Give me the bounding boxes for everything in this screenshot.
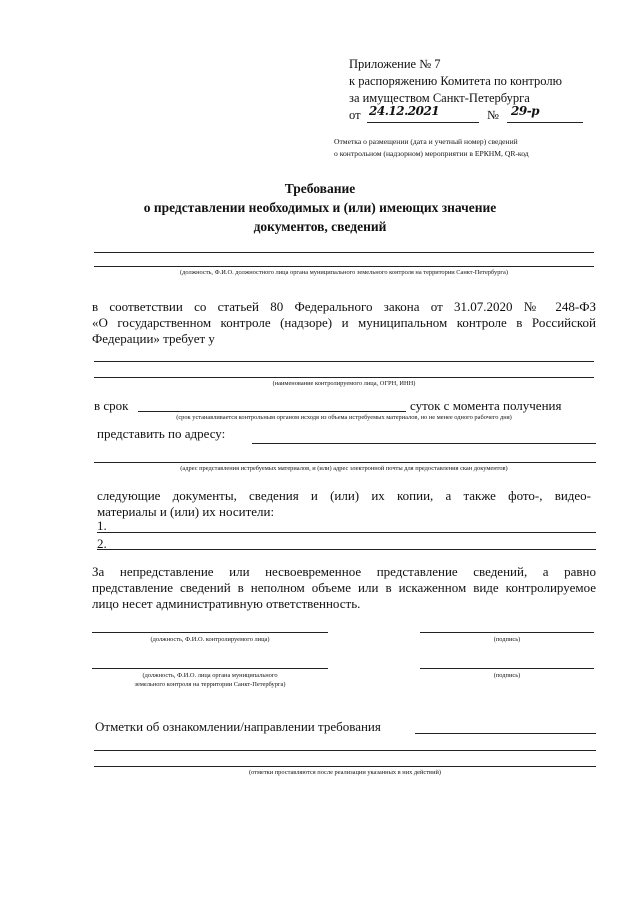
liability-line2: представление сведений в неполном объеме или в искаженном виде контролируемое <box>92 580 596 595</box>
legal-basis-line2: «О государственном контроле (надзоре) и муниципальном контроле в Российской <box>92 315 596 330</box>
official-caption: (должность, Ф.И.О. должностного лица органа муниципального земельного контроля на территории Санкт-Петербурга) <box>180 269 508 276</box>
order-number: 29-р <box>511 104 540 118</box>
marks-line-2 <box>94 750 596 751</box>
controlled-line-upper <box>94 361 594 362</box>
list-item-2-line <box>97 549 596 550</box>
order-reference-line1: к распоряжению Комитета по контролю <box>349 74 562 88</box>
order-date: 24.12.2021 <box>369 104 440 118</box>
documents-line1: следующие документы, сведения и (или) их копии, а также фото-, видео- <box>97 488 591 503</box>
liability-paragraph <box>92 564 596 612</box>
legal-basis-line1: в соответствии со статьей 80 Федерального закона от 31.07.2020 № 248-ФЗ <box>92 299 596 314</box>
marks-label: Отметки об ознакомлении/направлении требования <box>95 719 381 734</box>
erknm-note-line2: о контрольном (надзорном) мероприятии в ЕРКНМ, QR-код <box>334 149 529 158</box>
legal-basis-paragraph <box>92 299 596 347</box>
list-item-1: 1. <box>97 518 107 533</box>
signature2-caption-line2: земельного контроля на территории Санкт-Петербурга) <box>134 681 286 688</box>
term-suffix: суток с момента получения <box>410 398 562 413</box>
marks-line-1 <box>415 733 596 734</box>
title-line2: о представлении необходимых и (или) имеющих значение <box>143 200 497 215</box>
controlled-caption: (наименование контролируемого лица, ОГРН, ИНН) <box>272 380 416 387</box>
documents-paragraph <box>97 488 591 520</box>
term-input-line <box>138 411 406 412</box>
signature2-name-caption <box>92 671 328 689</box>
address-line-2 <box>94 462 596 463</box>
signature1-sign-line <box>420 632 594 633</box>
liability-line3: лицо несет административную ответственность. <box>92 596 361 611</box>
signature2-sign-line <box>420 668 594 669</box>
title-line3: документов, сведений <box>253 219 387 234</box>
signature2-sign-caption: (подпись) <box>493 672 521 679</box>
signature1-name-caption: (должность, Ф.И.О. контролируемого лица) <box>150 636 270 643</box>
document-title <box>0 179 640 236</box>
erknm-note-line1: Отметка о размещении (дата и учетный номер) сведений <box>334 137 518 146</box>
signature2-name-line <box>92 668 328 669</box>
address-prefix: представить по адресу: <box>97 426 226 441</box>
appendix-number: Приложение № 7 <box>349 57 441 71</box>
date-prefix: от <box>349 108 361 122</box>
official-line-upper <box>94 252 594 253</box>
legal-basis-line3: Федерации» требует у <box>92 331 215 346</box>
signature2-caption-line1: (должность, Ф.И.О. лица органа муниципального <box>142 672 278 679</box>
list-item-2: 2. <box>97 536 107 551</box>
number-underline <box>507 122 583 123</box>
signature1-sign-caption: (подпись) <box>493 636 521 643</box>
term-prefix: в срок <box>94 398 129 413</box>
date-underline <box>367 122 479 123</box>
order-reference-line2: за имуществом Санкт-Петербурга <box>349 91 530 105</box>
address-line-1 <box>252 443 596 444</box>
official-line-lower <box>94 266 594 267</box>
controlled-line-lower <box>94 377 594 378</box>
documents-line2: материалы и (или) их носители: <box>97 504 275 519</box>
marks-caption: (отметки проставляются после реализации указанных в них действий) <box>248 769 442 776</box>
address-caption: (адрес представления истребуемых материалов, и (или) адрес электронной почты для предоставления скан документов) <box>180 465 508 472</box>
number-prefix: № <box>487 108 499 122</box>
list-item-1-line <box>97 532 596 533</box>
title-line1: Требование <box>284 181 356 196</box>
term-caption: (срок устанавливается контрольным органом исходя из объема истребуемых материалов, но не менее одного рабочего дня) <box>176 414 512 421</box>
marks-line-3 <box>94 766 596 767</box>
liability-line1: За непредставление или несвоевременное представление сведений, а равно <box>92 564 596 579</box>
signature1-name-line <box>92 632 328 633</box>
